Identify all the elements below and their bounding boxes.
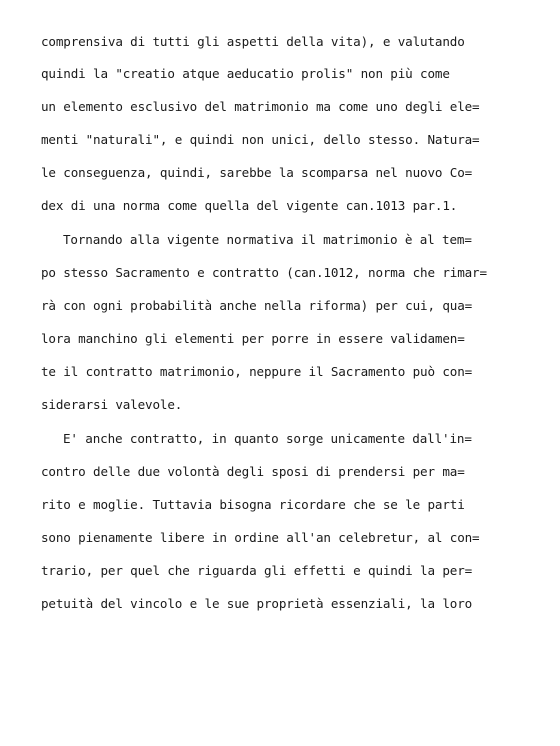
text-line: contro delle due volontà degli sposi di prendersi per ma= xyxy=(41,464,465,479)
text-line: rà con ogni probabilità anche nella riforma) per cui, qua= xyxy=(41,298,473,313)
text-line: Tornando alla vigente normativa il matrimonio è al tem= xyxy=(63,232,472,247)
text-line: te il contratto matrimonio, neppure il Sacramento può con= xyxy=(41,364,473,379)
text-line: lora manchino gli elementi per porre in essere validamen= xyxy=(41,331,465,346)
text-line: dex di una norma come quella del vigente can.1013 par.1. xyxy=(41,198,458,213)
text-line: siderarsi valevole. xyxy=(41,397,183,412)
text-line: comprensiva di tutti gli aspetti della vita), e valutando xyxy=(41,34,465,49)
text-line: le conseguenza, quindi, sarebbe la scomparsa nel nuovo Co= xyxy=(41,165,473,180)
text-line: E' anche contratto, in quanto sorge unicamente dall'in= xyxy=(63,431,472,446)
text-line: un elemento esclusivo del matrimonio ma come uno degli ele= xyxy=(41,99,480,114)
text-line: menti "naturali", e quindi non unici, dello stesso. Natura= xyxy=(41,132,480,147)
text-line: sono pienamente libere in ordine all'an celebretur, al con= xyxy=(41,530,480,545)
text-line: trario, per quel che riguarda gli effetti e quindi la per= xyxy=(41,563,473,578)
text-line: petuità del vincolo e le sue proprietà essenziali, la loro xyxy=(41,596,473,611)
text-line: quindi la "creatio atque aeducatio prolis" non più come xyxy=(41,66,450,81)
text-line: po stesso Sacramento e contratto (can.1012, norma che rimar= xyxy=(41,265,487,280)
text-line: rito e moglie. Tuttavia bisogna ricordare che se le parti xyxy=(41,497,465,512)
